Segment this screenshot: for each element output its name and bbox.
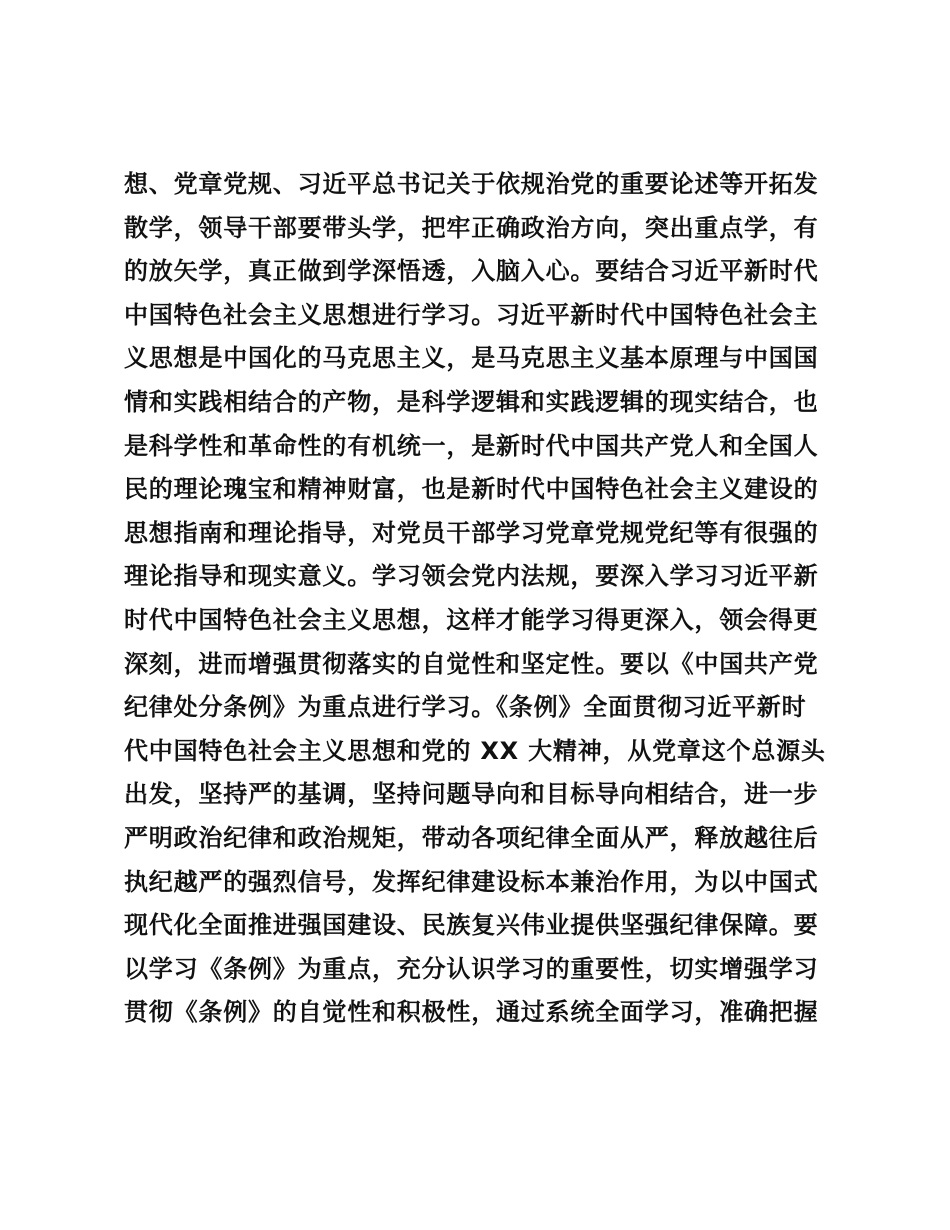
text-line: 是科学性和革命性的有机统一，是新时代中国共产党人和全国人 <box>124 431 819 460</box>
text-line: 贯彻《条例》的自觉性和积极性，通过系统全面学习，准确把握 <box>124 998 819 1027</box>
text-line: 民的理论瑰宝和精神财富，也是新时代中国特色社会主义建设的 <box>124 475 819 504</box>
text-line: 以学习《条例》为重点，充分认识学习的重要性，切实增强学习 <box>124 954 819 983</box>
text-line: 现代化全面推进强国建设、民族复兴伟业提供坚强纪律保障。要 <box>124 911 819 940</box>
text-line: 中国特色社会主义思想进行学习。习近平新时代中国特色社会主 <box>124 300 819 329</box>
text-line: 执纪越严的强烈信号，发挥纪律建设标本兼治作用，为以中国式 <box>124 867 819 896</box>
text-line: 深刻，进而增强贯彻落实的自觉性和坚定性。要以《中国共产党 <box>124 649 819 678</box>
text-line: 理论指导和现实意义。学习领会党内法规，要深入学习习近平新 <box>124 562 819 591</box>
text-line: 情和实践相结合的产物，是科学逻辑和实践逻辑的现实结合，也 <box>124 387 819 416</box>
text-line: 思想指南和理论指导，对党员干部学习党章党规党纪等有很强的 <box>124 518 819 547</box>
text-line: 想、党章党规、习近平总书记关于依规治党的重要论述等开拓发 <box>124 170 819 198</box>
text-line: 义思想是中国化的马克思主义，是马克思主义基本原理与中国国 <box>124 344 819 373</box>
text-line: 出发，坚持严的基调，坚持问题导向和目标导向相结合，进一步 <box>124 780 819 809</box>
body-paragraph <box>124 163 844 1035</box>
text-line: 代中国特色社会主义思想和党的 XX 大精神，从党章这个总源头 <box>124 736 826 765</box>
text-line: 严明政治纪律和政治规矩，带动各项纪律全面从严，释放越往后 <box>124 823 819 852</box>
text-line: 时代中国特色社会主义思想，这样才能学习得更深入，领会得更 <box>124 605 819 634</box>
text-line: 纪律处分条例》为重点进行学习。《条例》全面贯彻习近平新时 <box>124 693 807 722</box>
text-line: 散学，领导干部要带头学，把牢正确政治方向，突出重点学，有 <box>124 213 819 242</box>
text-line: 的放矢学，真正做到学深悟透，入脑入心。要结合习近平新时代 <box>124 257 819 286</box>
